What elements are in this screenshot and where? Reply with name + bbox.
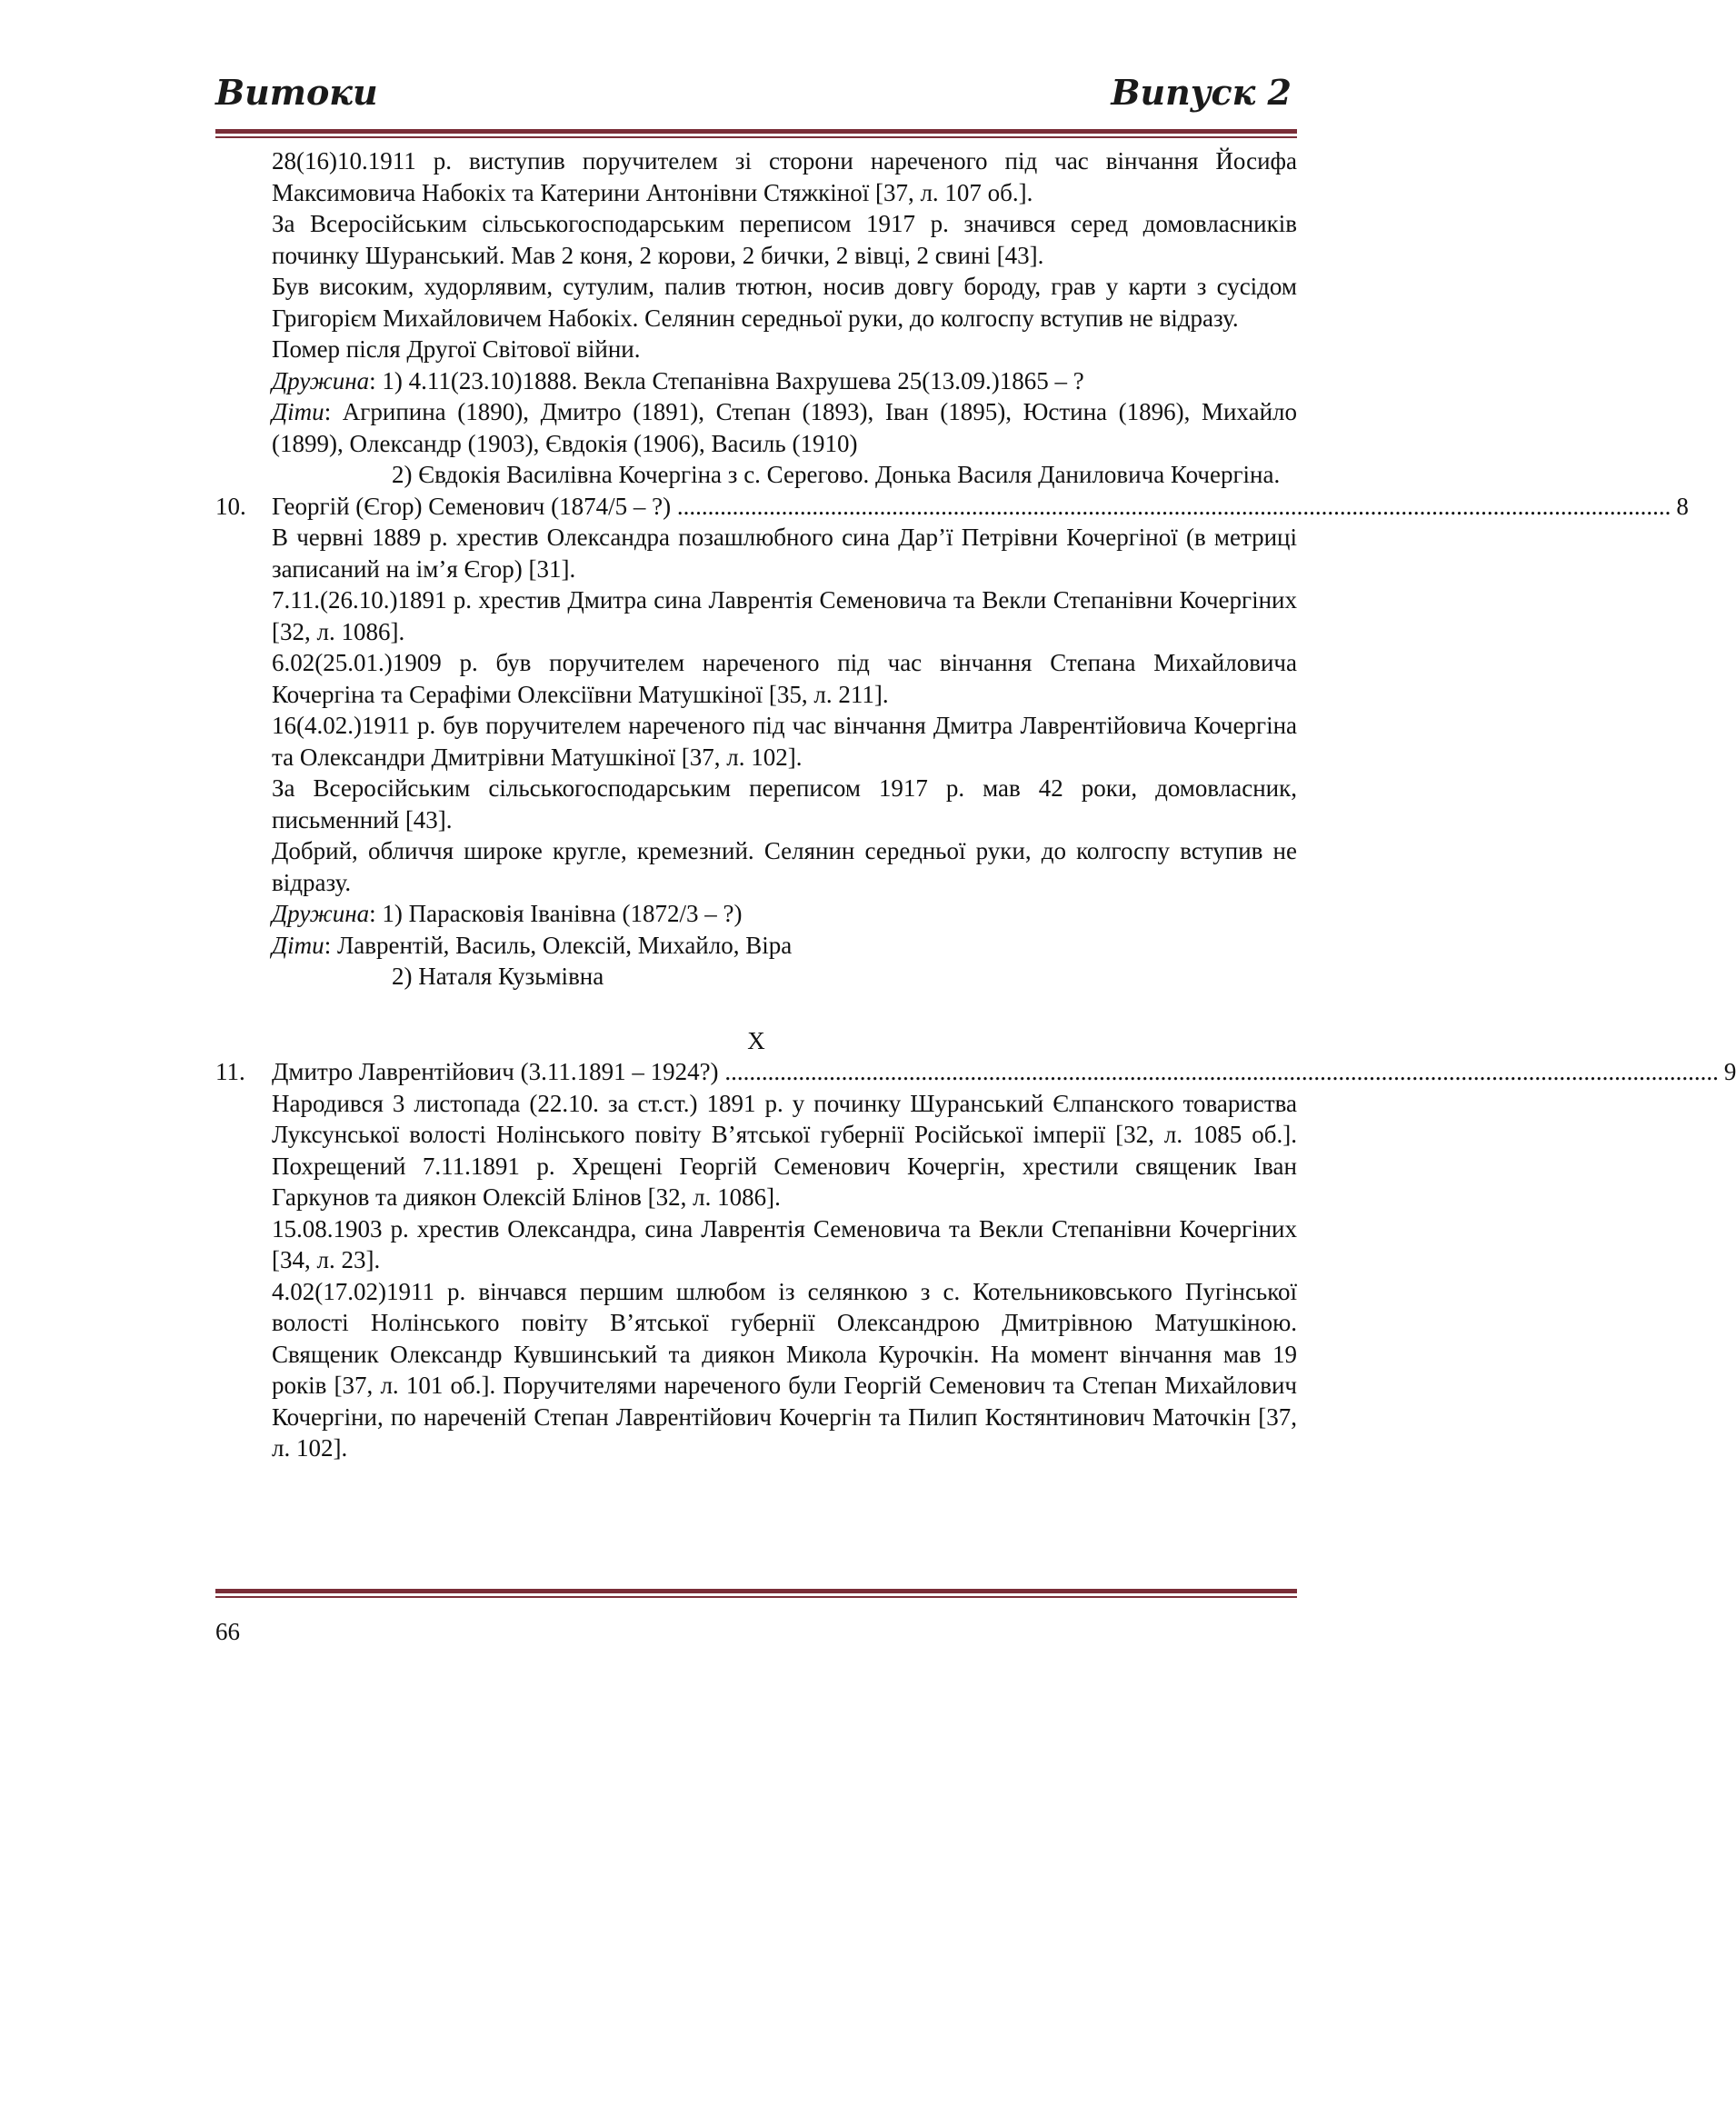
entry-title: Георгій (Єгор) Семенович (1874/5 – ?) (272, 492, 677, 520)
main-text (215, 145, 1736, 1464)
paragraph: Був високим, худорлявим, сутулим, палив тютюн, носив довгу бороду, грав у карти з сусідом Григорієм Михайловичем Набокіх. Селянин середньої руки, до колгоспу вступив не відразу. (272, 273, 1297, 332)
children-text: : Лаврентій, Василь, Олексій, Михайло, Віра (324, 931, 793, 959)
spouse-text: : 1) 4.11(23.10)1888. Векла Степанівна Вахрушева 25(13.09.)1865 – ? (369, 366, 1084, 394)
paragraph: 4.02(17.02)1911 р. вінчався першим шлюбом із селянкою з с. Котельниковського Пугінської волості Нолінського повіту В’ятської губернії Олександрою Дмитрівною Матушкіною. Священик Олександр Кувшинський та диякон Микола Курочкін. На момент вінчання мав 19 років [37, л. 101 об.]. Поручителями нареченого були Георгій Семенович та Степан Михайлович Кочергіни, по нареченій Степан Лаврентійович Кочергін та Пилип Костянтинович Маточкін [37, л. 102]. (272, 1277, 1297, 1462)
entry-page-ref: 8 (1676, 492, 1689, 520)
leader-dots: .................................................................................................................................................................. (724, 1058, 1719, 1085)
entry-title: Дмитро Лаврентійович (3.11.1891 – 1924?) (272, 1058, 725, 1085)
second-spouse-line: 2) Наталя Кузьмівна (392, 963, 604, 990)
footer-rule (215, 1589, 1297, 1598)
entry-number: 11. (215, 1058, 245, 1085)
paragraph: Добрий, обличчя широке кругле, кремезний. Селянин середньої руки, до колгоспу вступив не відразу. (272, 837, 1297, 896)
children-line (272, 396, 1297, 459)
paragraph: 16(4.02.)1911 р. був поручителем нареченого під час вінчання Дмитра Лаврентійовича Кочергіна та Олександри Дмитрівни Матушкіної [37, л. 102]. (272, 712, 1297, 771)
paragraph: 28(16)10.1911 р. виступив поручителем зі сторони нареченого під час вінчання Йосифа Максимовича Набокіх та Катерини Антонівни Стяжкіної [37, л. 107 об.]. (272, 147, 1297, 206)
paragraph: 7.11.(26.10.)1891 р. хрестив Дмитра сина Лаврентія Семеновича та Векли Степанівни Кочергіних [32, л. 1086]. (272, 586, 1297, 645)
entry-heading (215, 491, 1689, 523)
children-label: Діти (272, 398, 324, 425)
header-rule (215, 129, 1297, 138)
paragraph: Помер після Другої Світової війни. (272, 335, 641, 363)
paragraph: 15.08.1903 р. хрестив Олександра, сина Лаврентія Семеновича та Векли Степанівни Кочергіних [34, л. 23]. (272, 1214, 1297, 1273)
spouse-label: Дружина (272, 900, 370, 927)
children-label: Діти (272, 931, 324, 959)
page-number: 66 (215, 1618, 240, 1645)
children-text: : Агрипина (1890), Дмитро (1891), Степан (1893), Іван (1895), Юстина (1896), Михайло (1899), Олександр (1903), Євдокія (1906), Василь (1910) (272, 398, 1297, 457)
children-line (272, 930, 1297, 962)
paragraph: 6.02(25.01.)1909 р. був поручителем нареченого під час вінчання Степана Михайловича Кочергіна та Серафіми Олексіївни Матушкіної [35, л. 211]. (272, 649, 1297, 708)
entry-number: 10. (215, 492, 246, 520)
spouse-line (272, 365, 1297, 397)
spouse-label: Дружина (272, 366, 370, 394)
second-spouse-line: 2) Євдокія Василівна Кочергіна з с. Серегово. Донька Василя Даниловича Кочергіна. (392, 461, 1281, 488)
spouse-line (272, 898, 1297, 930)
issue-label: Випуск 2 (1111, 72, 1292, 113)
paragraph: За Всеросійським сільськогосподарським переписом 1917 р. значився серед домовласників починку Шуранський. Мав 2 коня, 2 корови, 2 бички, 2 вівці, 2 свині [43]. (272, 210, 1297, 269)
spouse-text: : 1) Парасковія Іванівна (1872/3 – ?) (369, 900, 743, 927)
paragraph: За Всеросійським сільськогосподарським переписом 1917 р. мав 42 роки, домовласник, письменний [43]. (272, 774, 1297, 833)
paragraph: Народився 3 листопада (22.10. за ст.ст.) 1891 р. у починку Шуранський Єлпанского товариства Луксунської волості Нолінського повіту В’ятської губернії Російської імперії [32, л. 1085 об.]. Похрещений 7.11.1891 р. Хрещені Георгій Семенович Кочергін, хрестили священик Іван Гаркунов та диякон Олексій Блінов [32, л. 1086]. (272, 1089, 1297, 1211)
journal-title: Витоки (215, 72, 378, 113)
paragraph: В червні 1889 р. хрестив Олександра позашлюбного сина Дар’ї Петрівни Кочергіної (в метриці записаний на ім’я Єгор) [31]. (272, 524, 1297, 583)
entry-heading (215, 1056, 1736, 1088)
leader-dots: .................................................................................................................................................................. (676, 492, 1671, 520)
entry-page-ref: 9 (1723, 1058, 1736, 1085)
section-numeral: X (747, 1026, 765, 1054)
